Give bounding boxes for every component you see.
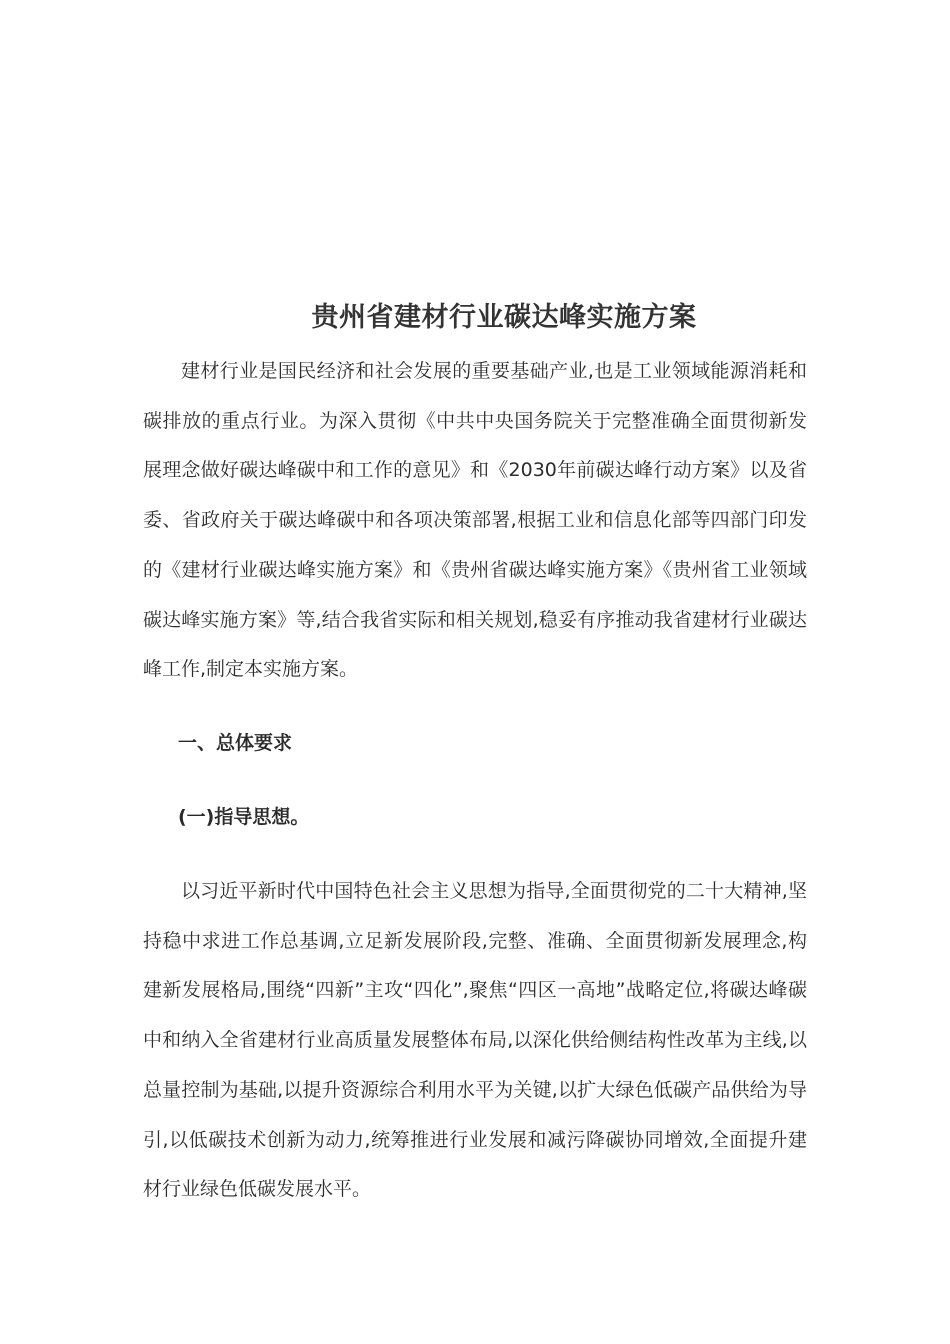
- intro-paragraph: 建材行业是国民经济和社会发展的重要基础产业,也是工业领域能源消耗和碳排放的重点行业。为深入贯彻《中共中央国务院关于完整准确全面贯彻新发展理念做好碳达峰碳中和工作的意见》和《2030年前碳达峰行动方案》以及省委、省政府关于碳达峰碳中和各项决策部署,根据工业和信息化部等四部门印发的《建材行业碳达峰实施方案》和《贵州省碳达峰实施方案》《贵州省工业领域碳达峰实施方案》等,结合我省实际和相关规划,稳妥有序推动我省建材行业碳达峰工作,制定本实施方案。: [143, 360, 807, 681]
- document-title: 贵州省建材行业碳达峰实施方案: [311, 302, 697, 334]
- guiding-ideology-paragraph: 以习近平新时代中国特色社会主义思想为指导,全面贯彻党的二十大精神,坚持稳中求进工作总基调,立足新发展阶段,完整、准确、全面贯彻新发展理念,构建新发展格局,围绕“四新”主攻“四化”,聚焦“四区一高地”战略定位,将碳达峰碳中和纳入全省建材行业高质量发展整体布局,以深化供给侧结构性改革为主线,以总量控制为基础,以提升资源综合利用水平为关键,以扩大绿色低碳产品供给为导引,以低碳技术创新为动力,统筹推进行业发展和减污降碳协同增效,全面提升建材行业绿色低碳发展水平。: [143, 880, 807, 1201]
- section-heading: 一、总体要求: [178, 732, 293, 754]
- subsection-heading: (一)指导思想。: [178, 806, 310, 828]
